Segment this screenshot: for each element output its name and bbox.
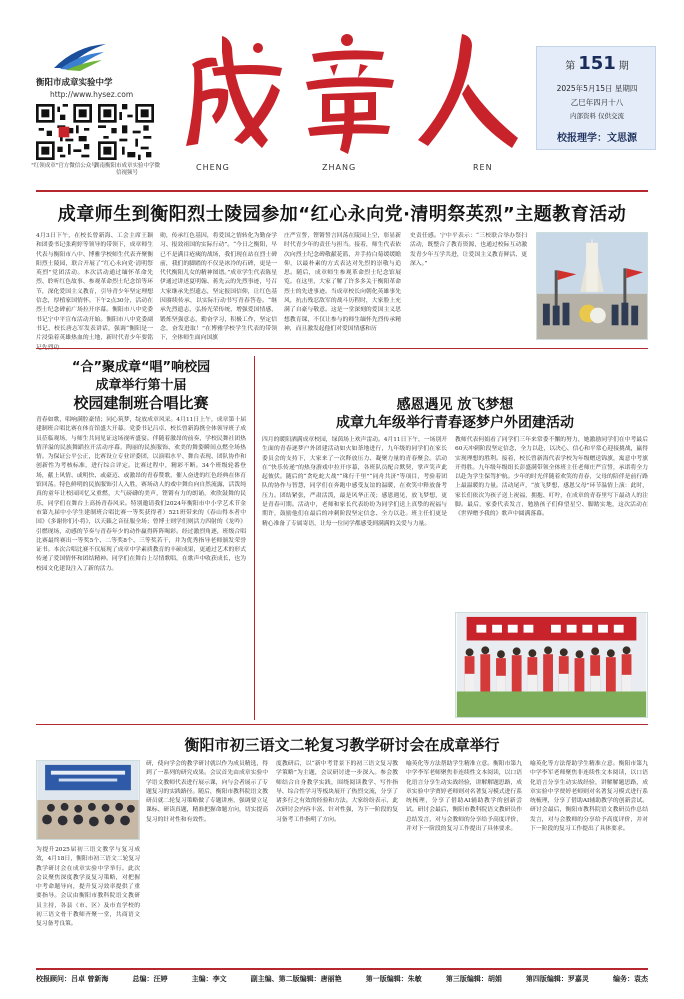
headline-seminar: 衡阳市初三语文二轮复习教学研讨会在成章举行 (184, 736, 500, 754)
divider (36, 968, 648, 970)
issue-number-value: 151 (578, 53, 616, 74)
headline-choir-line2: 成章举行第十届 (95, 378, 187, 393)
issue-prefix: 第 (565, 61, 576, 72)
credit-page3-editor: 第三版编辑：胡娟 (445, 975, 502, 983)
staff-credits (36, 974, 648, 984)
article-main-col-2: 勋，传承红色基因，将爱国之情转化为勤奋学习、报效祖国的实际行动”。“今日之衡阳，早已不是满目疮痍的战场，我们现在站在烈士碑前，我们的脚踏的不仅是冰冷的石碑，更是一代代衡阳儿女的精神图谱。”成章学生代表陈星伊通过讲述夏明翰、蒋先云的先烈事迹，号召大家继承先烈遗志，坚定报国信仰，让红色基因赓续传承，以实际行动书写青春答卷。“继承先烈遗志，弘扬光荣传统，增强爱国情感，锻炼坚强意志，勤奋学习，积极工作，坚定信念，奋发进取！”在博雅学校学生代表的带领下，全体师生面向国旗 (160, 233, 277, 342)
photo-memorial-ceremony (536, 232, 648, 340)
article-seminar-col-2: 研，使向学会的教学研讨就以作为成员精选，得到了一系列的研究成果。会议首先由成章实验中学语文教师代表进行展示课，向与会者展示了专题复习的实践路径。随后，衡阳市教科院语文教研员就二轮复习策略做了专题讲座，强调要立足课标、研读真题，精准把握命题方向，切实提高复习的针对性和有效性。 (146, 761, 268, 823)
pinyin-ren: REN (473, 163, 493, 172)
divider (36, 348, 648, 349)
qr-code-video (98, 104, 154, 160)
headline-main: 成章师生到衡阳烈士陵园参加“红心永向党·清明祭英烈”主题教育活动 (57, 204, 627, 225)
article-main-col-3: 庄严宣誓，铿锵誓言回荡在陵园上空，彰显新时代青少年的责任与担当。接着，师生代表依次向烈士纪念碑敬献花篮，并手持白菊缓缓瞻仰，以最朴素的方式表达对先烈的崇敬与追思。随后，成章师生参观革命烈士纪念馆展览。在这里，大家了解了许多多关于衡阳革命烈士的先进事迹。当成章校长向朝化英雄事先风，抗击残忍敌军的战斗历程时，大家脸上充满了自豪与敬意。这是一堂深刻的爱国主义思想教育课，不仅让参与的师生缅怀先烈传承精神，而且激发起他们对爱国情感和历 (284, 233, 401, 332)
credit-chief-editor: 总编：汪婷 (132, 975, 168, 983)
credit-editor: 主编：李文 (191, 975, 227, 983)
qr-caption-video: 湖南衡阳市成章实验中学微信视频号 (93, 163, 160, 176)
newspaper-title-calligraphy (172, 28, 522, 156)
article-seminar-col-1: 为提升2025届初三语文教学与复习成效，4月18日，衡阳市初三语文二轮复习教学研讨会在成章实验中学举行。此次会议聚焦深度教学及复习策略，对把握中考命题导向，提升复习效率提供了重要指导。会议由衡阳市教科院语文教研员主持，各县（市、区）及市直学校的初三语文骨干教师齐聚一堂，共商语文复习备考良策。 (36, 847, 140, 928)
credit-deputy-editor: 副主编、第二版编辑：唐丽艳 (250, 975, 342, 983)
qr-caption-wechat: "红领成章"官方微信公众号 (31, 163, 97, 169)
pinyin-cheng: CHENG (196, 163, 230, 172)
headline-teambuilding-line1: 感恩遇见 放飞梦想 (396, 397, 514, 413)
credit-page1-editor: 第一版编辑：朱敏 (365, 975, 422, 983)
headline-choir-line1: “合”聚成章“唱”响校园 (71, 360, 211, 375)
masthead (0, 0, 684, 190)
credit-affairs: 编务：袁杰 (612, 975, 648, 983)
issue-info-box (536, 46, 656, 150)
school-url: http://www.hysez.com (50, 90, 134, 99)
photo-seminar (36, 760, 140, 840)
pinyin-zhang: ZHANG (322, 163, 357, 172)
issue-date: 2025年5月15日 星期四 (556, 84, 638, 93)
divider (36, 190, 648, 192)
issue-lunar-date: 乙巳年四月十八 (570, 98, 624, 107)
article-teambuilding-col-1: 四月的暖阳洒满成章校园，绿茵场上欢声雷动。4月11日下午，一场别开生面的青春逐梦户外团建活动如火如荼地进行，九年级的同学们在家长委员会的支持下，大家来了一次释放压力、凝聚力量的青春聚会。活动在“快乐传递”的热身游戏中拉开序幕，各班队员配合默契，掌声笑声此起彼伏。随后的“贪吃蛇大战”“珠行千里”“同舟共济”等项目，考验着团队的协作与智慧，同学们在奔跑中感受友谊的温暖，在欢笑中释放备考压力。团结紧张，严肃活泼，最是风华正茂；感恩遇见，放飞梦想，更是青春可期。活动中，老师和家长代表纷纷为同学们送上真挚的祝福与期许，鼓励他们在最后的冲刺阶段坚定信念、全力以赴。班主任们更是精心准备了专属寄语，让每一位同学都感受到满满的关爱与力量。 (262, 437, 447, 527)
article-choir: 青春如歌，唱响满腔豪情；同心筑梦，绽放成章风采。4月11日上午，成章第十届建制班合唱比赛在体育馆盛大开幕。党委书记吕卓、校长曾新海携全体领导班子成员莅临观场，与师生共同见证这场视听盛宴。伴随着激昂的前奏，学校民舞社团热情洋溢的民族舞蹈拉开活动序幕，陶丽的民族服饰、欢美的舞姿瞬间点燃全场热情。为保证公平公正，比赛设立专业评委团，以演唱水平、舞台表现、团队协作和创新性为考核标准，进行综合评定。比赛过程中，精彩不断。34个班级轮番登场，献上风情、或明快、或豪迈、或激昂的青春赞歌，催人奋进的红色经典在体育馆回荡。特色鲜明的民族服饰引人入胜，赛场动人的戏中舞台向自然流露，活泼纯真的童年让校园回忆又重燃，大气磅礴的美声，铿锵有力的朗诵，欢欣鼓舞的民乐，同学们在舞台上高扬青春风采。特别邀请我们2024年衡阳市中小学艺术节金市第九届中小学生建制班合唱比赛一等奖获得者）521班带来的《春山得本者中国》《多谢你们小将》，以天籁之音征服全场；曾博士则学们则活力四射的《龙吟》引燃现场，动感的节奏与青春年少的动作赢得阵阵喝彩。经过激烈角逐，班级合唱比赛最终赛出一等奖5个、二等奖8个、三等奖若干，并为优秀指导老师颁发荣誉证书。本次合唱比赛不仅展现了成章中学素质教育的丰硕成果，更通过艺术的形式传递了爱国情怀和团结精神。同学们在舞台上尽情歌唱，在歌声中收获成长，也为校园文化建设注入了新的活力。 (36, 417, 246, 572)
school-name: 衡阳市成章实验中学 (36, 78, 113, 88)
credit-advisors: 校报顾问：吕卓 曾新海 (36, 975, 109, 983)
divider (36, 724, 648, 725)
article-main-col-1: 4月3日下午，在校长曾新海、工会主席王颖和团委书记张莉婷等领导的带领下，成章师生代表与衡阳市八中、博雅学校师生代表齐聚衡阳烈士陵园，联合开展了“红心永向党·清明祭英烈”党团活动。本次活动通过缅怀革命先烈、聆听红色故事、参观革命烈士纪念馆等环节，深化爱国主义教育，引导青少年坚定理想信念，厚植家国情怀。下午2点30分，活动在烈士纪念碑前广场拉开序幕。衡阳市八中党委书记宁中平宣布活动开始。衡阳市八中党委副书记、校长唐志军发表讲话，强调“衡阳是一片浸染着英雄热血的土地，新时代青少年要铭 (36, 233, 153, 342)
issue-suffix: 期 (618, 61, 629, 72)
school-logo (46, 42, 112, 72)
issue-number (537, 53, 657, 74)
photo-teambuilding (455, 612, 648, 718)
headline-choir-line3: 校园建制班合唱比赛 (73, 394, 209, 412)
issue-editor: 校报理学：文思源 (557, 133, 637, 144)
article-seminar-col-5: 喻英化等方法帮助学生精准立意。衡阳市第九中学李军老师聚焦非连续性文本阅读，以口语化语言分享生动实战经验，讲解解题思路，成章实验中学贾婷老师则对名著复习模式进行系统梳理，分享了借助AI辅助教学的创新尝试。研讨会最后，衡阳市教科院语文教研员作总结发言，对与会教师的分享给予高度评价，并对下一阶段的复习工作提出了具体要求。 (530, 761, 648, 833)
article-main-col-4: 史责任感。宁中平表示：“三校联合举办祭扫活动，既整合了教育资源，也通过校际互动激发青少年互学共进，让爱国主义教育鲜活、更深入。” (410, 233, 527, 267)
qr-code-wechat (36, 104, 92, 160)
article-seminar-col-3: 度教研后，以“新中考背景下的初三语文复习教学策略”为主题，会议研讨进一步深入。参会教师结合自身教学实践，围绕阅读教学、写作指导、综合性学习等板块展开了热烈交流，分享了诸多行之有效的经验和方法。大家纷纷表示，此次研讨会内容丰富、针对性强，为下一阶段的复习备考工作指明了方向。 (276, 761, 398, 823)
headline-teambuilding-line2: 成章九年级举行青春逐梦户外团建活动 (336, 415, 574, 431)
issue-circulation: 内部资料 仅供交流 (569, 112, 625, 120)
article-teambuilding-col-2: 教师代表何娟看了同学们三年来常委不懈的努力，她激励同学们在中考最后60天冲刺阶段坚定信念，全力以赴，以决心、信心和平常心迎接挑战，赢得实现理想的胜利。接着，校长曾新海代表学校为年级赠送锦旗，寓意中考旗开得胜。九年级年级组长彭盛满带领全体班主任老师庄严宣誓，承诺将全力以赴为学生保驾护航。少年的时光伴随着欢笑的青春，父母的陪伴是前行路上最温暖的力量。活动尾声，“放飞梦想，感恩父母”环节温情上演：此时，家长们依次为孩子送上祝福，拥抱、叮咛，在成章的青春里写下最动人的注脚。最后，家委代表发言，勉励孩子们仰望星空、脚踏实地，这次活动在《世界赠予我的》歌声中圆满落幕。 (455, 437, 648, 518)
credit-page4-editor: 第四版编辑：罗嘉灵 (525, 975, 589, 983)
column-divider (254, 356, 255, 720)
article-seminar-col-4: 喻英化等方法帮助学生精准立意。衡阳市第九中学李军老师聚焦非连续性文本阅读，以口语化语言分享生动实战经验，讲解解题思路，成章实验中学贾婷老师则对名著复习模式进行系统梳理，分享了借助AI辅助教学的创新尝试。研讨会最后，衡阳市教科院语文教研员作总结发言，对与会教师的分享给予高度评价，并对下一阶段的复习工作提出了具体要求。 (406, 761, 522, 833)
